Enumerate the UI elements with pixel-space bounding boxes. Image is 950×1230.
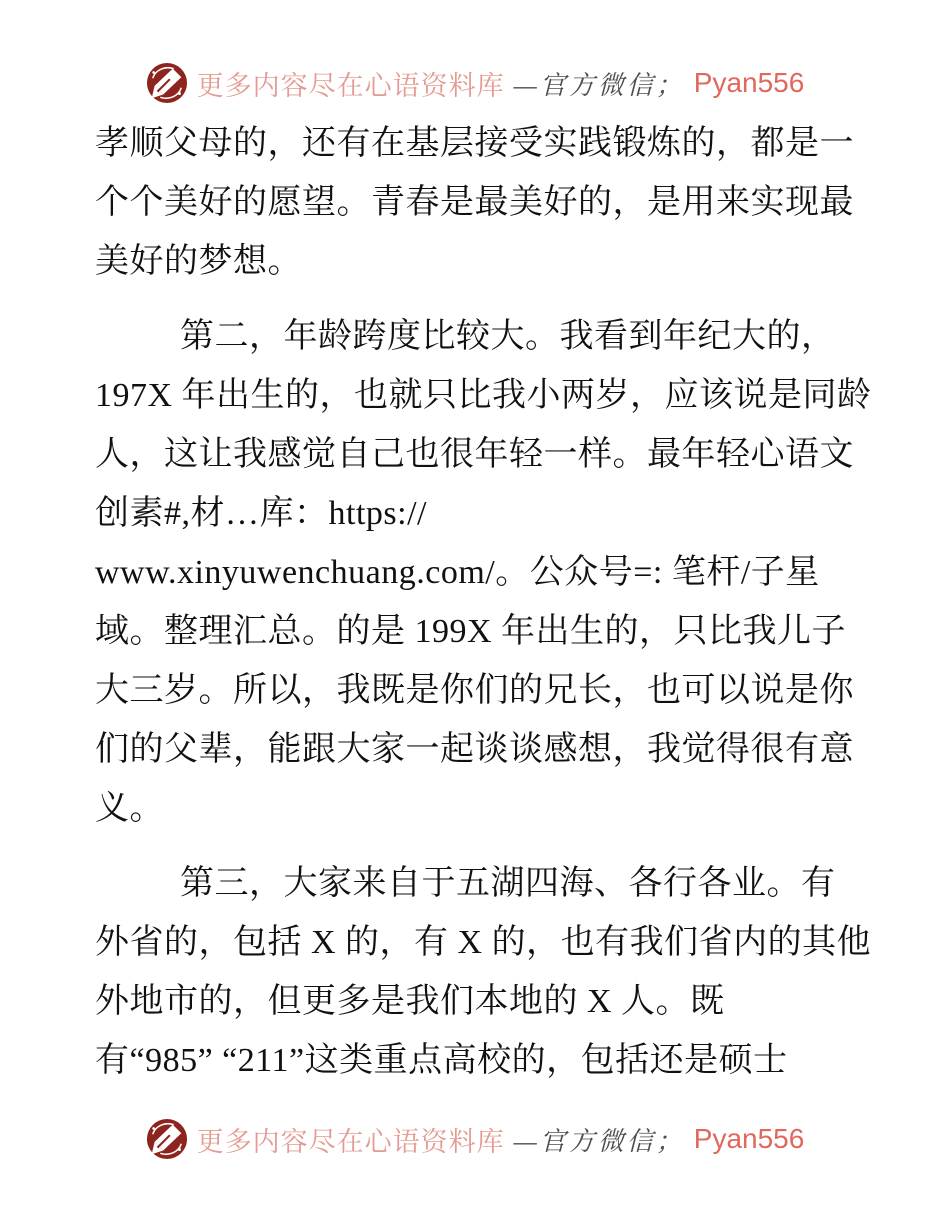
text-line: 外省的，包括 X 的，有 X 的，也有我们省内的其他 bbox=[95, 924, 872, 961]
text-line: 人，这让我感觉自己也很年轻一样。最年轻心语文 bbox=[95, 436, 854, 473]
text-line: www.xinyuwenchuang.com/。公众号=: 笔杆/子星 bbox=[95, 554, 820, 591]
footer-wechat-account: Pyan556 bbox=[693, 1123, 805, 1154]
text-line: 197X 年出生的，也就只比我小两岁，应该说是同龄 bbox=[95, 377, 872, 414]
document-body bbox=[95, 114, 872, 1090]
paragraph-1 bbox=[95, 114, 861, 291]
text-line: 个个美好的愿望。青春是最美好的，是用来实现最 bbox=[95, 184, 854, 221]
text-line: 域。整理汇总。的是 199X 年出生的，只比我儿子 bbox=[95, 613, 847, 650]
text-line: 创素#,材…库：https:// bbox=[95, 495, 427, 532]
paragraph-3 bbox=[95, 854, 872, 1090]
text-line: 美好的梦想。 bbox=[95, 243, 302, 280]
brand-pen-seal-logo-icon bbox=[146, 1118, 188, 1160]
text-line: 大三岁。所以，我既是你们的兄长，也可以说是你 bbox=[95, 672, 854, 709]
header-wechat-account: Pyan556 bbox=[693, 67, 805, 98]
footer-wechat-label: —官方微信； bbox=[513, 1126, 685, 1156]
header-wechat-label: —官方微信； bbox=[513, 70, 685, 100]
text-line: 第三，大家来自于五湖四海、各行各业。有 bbox=[180, 865, 836, 902]
header-brand-text: 更多内容尽在心语资料库 bbox=[196, 70, 505, 101]
paragraph-2 bbox=[95, 307, 872, 838]
text-line: 孝顺父母的，还有在基层接受实践锻炼的，都是一 bbox=[95, 125, 854, 162]
text-line: 外地市的，但更多是我们本地的 X 人。既 bbox=[95, 983, 725, 1020]
brand-pen-seal-logo-icon bbox=[146, 62, 188, 104]
text-line: 义。 bbox=[95, 790, 164, 827]
text-line: 第二，年龄跨度比较大。我看到年纪大的， bbox=[180, 318, 836, 355]
text-line: 有“985” “211”这类重点高校的，包括还是硕士 bbox=[95, 1042, 788, 1079]
text-line: 们的父辈，能跟大家一起谈谈感想，我觉得很有意 bbox=[95, 731, 854, 768]
footer-brand-text: 更多内容尽在心语资料库 bbox=[196, 1126, 505, 1157]
footer-watermark bbox=[0, 1118, 950, 1160]
header-watermark bbox=[0, 62, 950, 104]
